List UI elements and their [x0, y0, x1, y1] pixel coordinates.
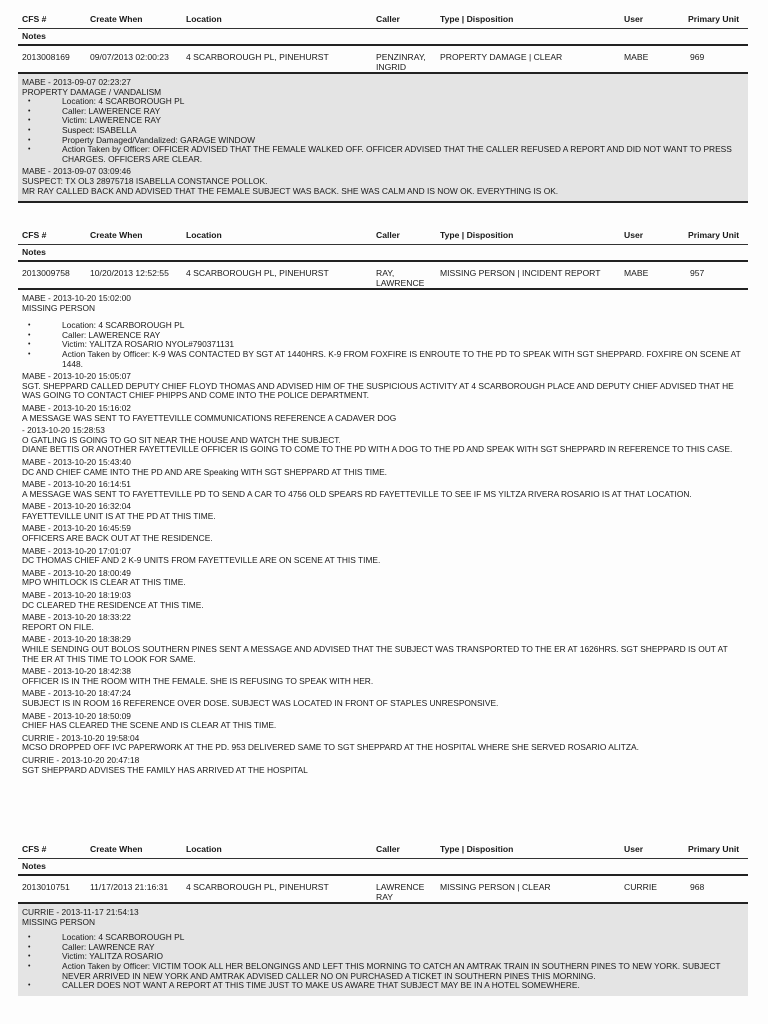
user: MABE — [624, 268, 649, 278]
note-bullet: • Victim: YALITZA ROSARIO NYOL#790371131 — [22, 340, 744, 350]
note-entry — [22, 689, 744, 708]
col-cfs: CFS # — [22, 14, 47, 24]
note-header: MABE - 2013-10-20 16:32:04 — [22, 501, 131, 512]
col-create-when: Create When — [90, 14, 143, 24]
note-line: PROPERTY DAMAGE / VANDALISM — [22, 86, 162, 97]
note-header: - 2013-10-20 15:28:53 — [22, 425, 105, 436]
note-line: SGT. SHEPPARD CALLED DEPUTY CHIEF FLOYD THOMAS AND ADVISED HIM OF THE SUSPICIOUS ACTIVITY AT 4 SCARBOROUGH PLACE AND DEPUTY CHIEF ADVISED THAT HE WAS GOING TO CONTACT CHIEF PHIPPS AND COME INTO THE POLICE DEPARTMENT. — [22, 380, 737, 401]
col-location: Location — [186, 844, 222, 854]
note-bullet: • Caller: LAWERENCE RAY — [22, 107, 744, 117]
note-entry — [22, 167, 744, 196]
record-row — [18, 262, 748, 290]
note-line: OFFICERS ARE BACK OUT AT THE RESIDENCE. — [22, 533, 213, 544]
col-cfs: CFS # — [22, 230, 47, 240]
note-header: CURRIE - 2013-10-20 19:58:04 — [22, 732, 140, 743]
create-when: 09/07/2013 02:00:23 — [90, 52, 169, 62]
note-header: MABE - 2013-10-20 18:33:22 — [22, 612, 131, 623]
user: CURRIE — [624, 882, 657, 892]
col-caller: Caller — [376, 14, 400, 24]
note-line: REPORT ON FILE. — [22, 621, 94, 632]
col-user: User — [624, 14, 644, 24]
note-entry — [22, 404, 744, 423]
note-header: MABE - 2013-10-20 15:16:02 — [22, 402, 131, 413]
note-entry — [22, 712, 744, 731]
note-header: MABE - 2013-10-20 18:42:38 — [22, 666, 131, 677]
create-when: 11/17/2013 21:16:31 — [90, 882, 169, 892]
note-header: MABE - 2013-10-20 18:19:03 — [22, 590, 131, 601]
note-entry — [22, 591, 744, 610]
note-line: OFFICER IS IN THE ROOM WITH THE FEMALE. SHE IS REFUSING TO SPEAK WITH HER. — [22, 675, 374, 686]
col-create-when: Create When — [90, 230, 143, 240]
column-header — [18, 842, 748, 859]
note-entry — [22, 667, 744, 686]
note-entry — [22, 613, 744, 632]
note-bullet: • Location: 4 SCARBOROUGH PL — [22, 933, 744, 943]
note-bullet: • Action Taken by Officer: K-9 WAS CONTACTED BY SGT AT 1440HRS. K-9 FROM FOXFIRE IS ENROUTE TO THE PD TO SPEAK WITH SGT SHEPPARD. FOXFIRE ON SCENE AT 1448. — [22, 350, 744, 369]
col-type-disposition: Type | Disposition — [440, 14, 514, 24]
note-header: MABE - 2013-10-20 18:47:24 — [22, 688, 131, 699]
note-line: DC THOMAS CHIEF AND 2 K-9 UNITS FROM FAYETTEVILLE ARE ON SCENE AT THIS TIME. — [22, 555, 381, 566]
col-primary-unit: Primary Unit — [688, 230, 740, 240]
cfs-number: 2013010751 — [22, 882, 70, 892]
col-primary-unit: Primary Unit — [688, 14, 740, 24]
notes-block — [18, 74, 748, 203]
note-line: MISSING PERSON — [22, 302, 96, 313]
note-header: MABE - 2013-10-20 18:50:09 — [22, 710, 131, 721]
notes-block — [18, 904, 748, 996]
note-line: SUBJECT IS IN ROOM 16 REFERENCE OVER DOSE. SUBJECT WAS LOCATED IN FRONT OF STAPLES UNRESPONSIVE. — [22, 697, 499, 708]
note-line: SUSPECT: TX OL3 28975718 ISABELLA CONSTANCE POLLOK. — [22, 175, 268, 186]
notes-block — [18, 290, 748, 780]
note-bullet: • Location: 4 SCARBOROUGH PL — [22, 321, 744, 331]
note-bullet: • Property Damaged/Vandalized: GARAGE WINDOW — [22, 136, 744, 146]
record-row — [18, 46, 748, 74]
note-bullet: • Caller: LAWRENCE RAY — [22, 943, 744, 953]
note-header: MABE - 2013-10-20 18:00:49 — [22, 567, 131, 578]
note-bullet: • Victim: LAWERENCE RAY — [22, 116, 744, 126]
note-entry — [22, 294, 744, 369]
note-line: CHIEF HAS CLEARED THE SCENE AND IS CLEAR AT THIS TIME. — [22, 720, 277, 731]
note-header: CURRIE - 2013-10-20 20:47:18 — [22, 754, 140, 765]
primary-unit: 968 — [690, 882, 705, 892]
note-entry — [22, 426, 744, 455]
note-line: MR RAY CALLED BACK AND ADVISED THAT THE FEMALE SUBJECT WAS BACK. SHE WAS CALM AND IS NOW OK. EVERYTHING IS OK. — [22, 185, 559, 196]
note-line: MISSING PERSON — [22, 916, 96, 927]
note-entry — [22, 372, 744, 401]
note-header: MABE - 2013-10-20 16:45:59 — [22, 523, 131, 534]
note-line: DC CLEARED THE RESIDENCE AT THIS TIME. — [22, 599, 204, 610]
col-type-disposition: Type | Disposition — [440, 230, 514, 240]
type-disposition: MISSING PERSON | CLEAR — [440, 882, 551, 892]
note-bullet: • Location: 4 SCARBOROUGH PL — [22, 97, 744, 107]
note-line: MPO WHITLOCK IS CLEAR AT THIS TIME. — [22, 577, 186, 588]
cfs-record-1 — [18, 12, 748, 203]
note-header: MABE - 2013-09-07 03:09:46 — [22, 166, 131, 177]
location: 4 SCARBOROUGH PL, PINEHURST — [186, 52, 329, 62]
caller: RAY, LAWRENCE — [376, 268, 425, 288]
note-header: MABE - 2013-10-20 15:02:00 — [22, 293, 131, 303]
note-bullet: • CALLER DOES NOT WANT A REPORT AT THIS TIME JUST TO MAKE US AWARE THAT SUBJECT MAY BE IN A HOTEL SOMEWHERE. — [22, 981, 744, 991]
note-entry — [22, 756, 744, 775]
note-line: FAYETTEVILLE UNIT IS AT THE PD AT THIS TIME. — [22, 510, 216, 521]
create-when: 10/20/2013 12:52:55 — [90, 268, 169, 278]
note-entry — [22, 524, 744, 543]
note-entry — [22, 480, 744, 499]
col-user: User — [624, 844, 644, 854]
type-disposition: MISSING PERSON | INCIDENT REPORT — [440, 268, 601, 278]
note-line: MCSO DROPPED OFF IVC PAPERWORK AT THE PD. 953 DELIVERED SAME TO SGT SHEPPARD AT THE HOSPITAL WHERE SHE SERVED ROSARIO ALITZA. — [22, 742, 639, 753]
col-type-disposition: Type | Disposition — [440, 844, 514, 854]
column-header — [18, 12, 748, 29]
note-line: DC AND CHIEF CAME INTO THE PD AND ARE Speaking WITH SGT SHEPPARD AT THIS TIME. — [22, 466, 388, 477]
notes-label: Notes — [18, 859, 748, 876]
note-line: O GATLING IS GOING TO GO SIT NEAR THE HOUSE AND WATCH THE SUBJECT. — [22, 434, 341, 445]
note-entry — [22, 78, 744, 164]
note-entry — [22, 569, 744, 588]
note-header: MABE - 2013-10-20 18:38:29 — [22, 634, 131, 645]
location: 4 SCARBOROUGH PL, PINEHURST — [186, 268, 329, 278]
note-entry — [22, 734, 744, 753]
notes-label: Notes — [18, 29, 748, 46]
primary-unit: 969 — [690, 52, 705, 62]
cfs-record-3 — [18, 842, 748, 996]
note-header: MABE - 2013-09-07 02:23:27 — [22, 77, 131, 87]
col-location: Location — [186, 230, 222, 240]
note-entry — [22, 635, 744, 664]
note-bullet: • Suspect: ISABELLA — [22, 126, 744, 136]
col-user: User — [624, 230, 644, 240]
note-entry — [22, 547, 744, 566]
col-cfs: CFS # — [22, 844, 47, 854]
note-entry — [22, 458, 744, 477]
note-line: A MESSAGE WAS SENT TO FAYETTEVILLE COMMUNICATIONS REFERENCE A CADAVER DOG — [22, 412, 397, 423]
col-location: Location — [186, 14, 222, 24]
note-header: MABE - 2013-10-20 15:43:40 — [22, 456, 131, 467]
note-line: WHILE SENDING OUT BOLOS SOUTHERN PINES SENT A MESSAGE AND ADVISED THAT THE SUBJECT WAS TRANSPORTED TO THE ER AT 1626HRS. SGT SHEPPARD IS OUT AT THE ER AT THIS TIME TO LOOK FOR SAME. — [22, 644, 730, 664]
note-entry — [22, 502, 744, 521]
note-bullet: • Victim: YALITZA ROSARIO — [22, 952, 744, 962]
type-disposition: PROPERTY DAMAGE | CLEAR — [440, 52, 563, 62]
user: MABE — [624, 52, 649, 62]
primary-unit: 957 — [690, 268, 705, 278]
col-primary-unit: Primary Unit — [688, 844, 740, 854]
col-create-when: Create When — [90, 844, 143, 854]
cfs-number: 2013009758 — [22, 268, 70, 278]
column-header — [18, 228, 748, 245]
record-row — [18, 876, 748, 904]
note-header: MABE - 2013-10-20 17:01:07 — [22, 545, 131, 556]
note-header: CURRIE - 2013-11-17 21:54:13 — [22, 907, 139, 917]
note-line: A MESSAGE WAS SENT TO FAYETTEVILLE PD TO SEND A CAR TO 4756 OLD SPEARS RD FAYETTEVILLE TO SEE IF MS YILTZA RIVERA ROSARIO IS AT THAT LOCATION. — [22, 488, 692, 499]
note-line: SGT SHEPPARD ADVISES THE FAMILY HAS ARRIVED AT THE HOSPITAL — [22, 764, 308, 775]
notes-label: Notes — [18, 245, 748, 262]
note-entry — [22, 908, 744, 991]
note-header: MABE - 2013-10-20 15:05:07 — [22, 371, 131, 382]
note-line: DIANE BETTIS OR ANOTHER FAYETTEVILLE OFFICER IS GOING TO COME TO THE PD WITH A DOG TO THE PD AND SPEAK WITH SGT SHEPPARD IN REFERENCE TO THIS CASE. — [22, 444, 733, 455]
location: 4 SCARBOROUGH PL, PINEHURST — [186, 882, 329, 892]
caller: PENZINRAY, INGRID — [376, 52, 426, 72]
col-caller: Caller — [376, 230, 400, 240]
caller: LAWRENCE RAY — [376, 882, 425, 902]
col-caller: Caller — [376, 844, 400, 854]
note-header: MABE - 2013-10-20 16:14:51 — [22, 479, 131, 490]
note-bullet: • Action Taken by Officer: VICTIM TOOK ALL HER BELONGINGS AND LEFT THIS MORNING TO CATCH AN AMTRAK TRAIN IN SOUTHERN PINES TO NEW YORK. SUBJECT NEVER ARRIVED IN NEW YORK AND AMTRAK ADVISED CALLER NO ON PURCHASED A TICKET IN SOUTHERN PINES THIS MORNING. — [22, 962, 744, 981]
cfs-number: 2013008169 — [22, 52, 70, 62]
cfs-record-2 — [18, 228, 748, 780]
note-bullet: • Caller: LAWERENCE RAY — [22, 331, 744, 341]
note-bullet: • Action Taken by Officer: OFFICER ADVISED THAT THE FEMALE WALKED OFF. OFFICER ADVISED THAT THE CALLER REFUSED A REPORT AND DID NOT WANT TO PRESS CHARGES. OFFICERS ARE CLEAR. — [22, 145, 744, 164]
